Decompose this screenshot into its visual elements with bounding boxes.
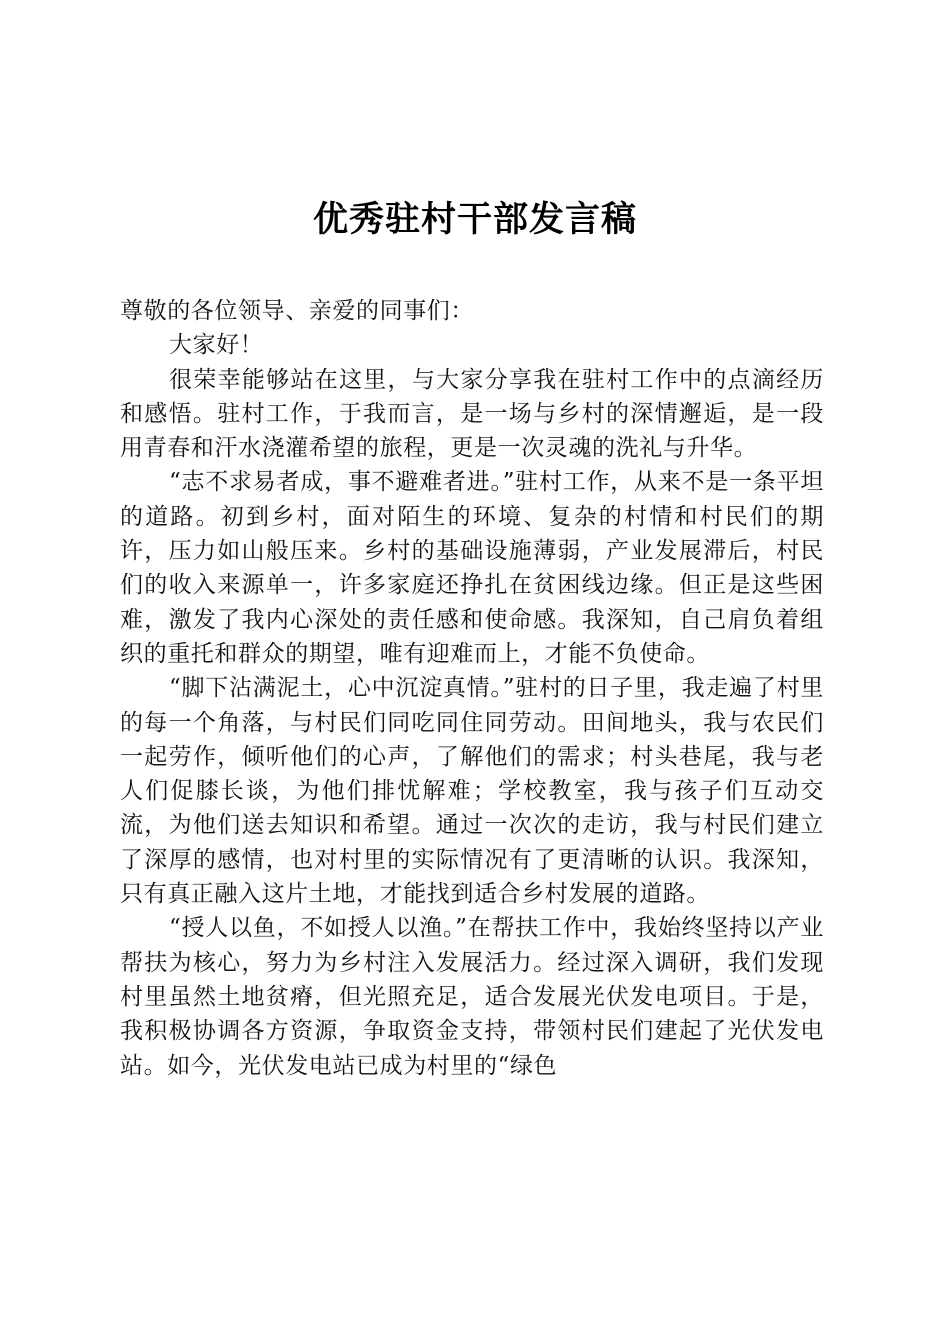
document-body: [120, 294, 824, 1083]
paragraph: “志不求易者成，事不避难者进。”驻村工作，从来不是一条平坦的道路。初到乡村，面对陌生的环境、复杂的村情和村民们的期许，压力如山般压来。乡村的基础设施薄弱，产业发展滞后，村民们的收入来源单一，许多家庭还挣扎在贫困线边缘。但正是这些困难，激发了我内心深处的责任感和使命感。我深知，自己肩负着组织的重托和群众的期望，唯有迎难而上，才能不负使命。: [120, 469, 824, 667]
paragraph: 很荣幸能够站在这里，与大家分享我在驻村工作中的点滴经历和感悟。驻村工作，于我而言，是一场与乡村的深情邂逅，是一段用青春和汗水浇灌希望的旅程，更是一次灵魂的洗礼与升华。: [120, 366, 824, 462]
greeting: 大家好！: [169, 332, 264, 359]
paragraph: “脚下沾满泥土，心中沉淀真情。”驻村的日子里，我走遍了村里的每一个角落，与村民们同吃同住同劳动。田间地头，我与农民们一起劳作，倾听他们的心声，了解他们的需求；村头巷尾，我与老人们促膝长谈，为他们排忧解难；学校教室，我与孩子们互动交流，为他们送去知识和希望。通过一次次的走访，我与村民们建立了深厚的感情，也对村里的实际情况有了更清晰的认识。我深知，只有真正融入这片土地，才能找到适合乡村发展的道路。: [120, 675, 824, 908]
salutation: 尊敬的各位领导、亲爱的同事们：: [120, 298, 474, 324]
document-title: 优秀驻村干部发言稿: [312, 199, 637, 240]
paragraph: “授人以鱼，不如授人以渔。”在帮扶工作中，我始终坚持以产业帮扶为核心，努力为乡村注入发展活力。经过深入调研，我们发现村里虽然土地贫瘠，但光照充足，适合发展光伏发电项目。于是，我积极协调各方资源，争取资金支持，带领村民们建起了光伏发电站。如今，光伏发电站已成为村里的“绿色: [120, 915, 824, 1079]
